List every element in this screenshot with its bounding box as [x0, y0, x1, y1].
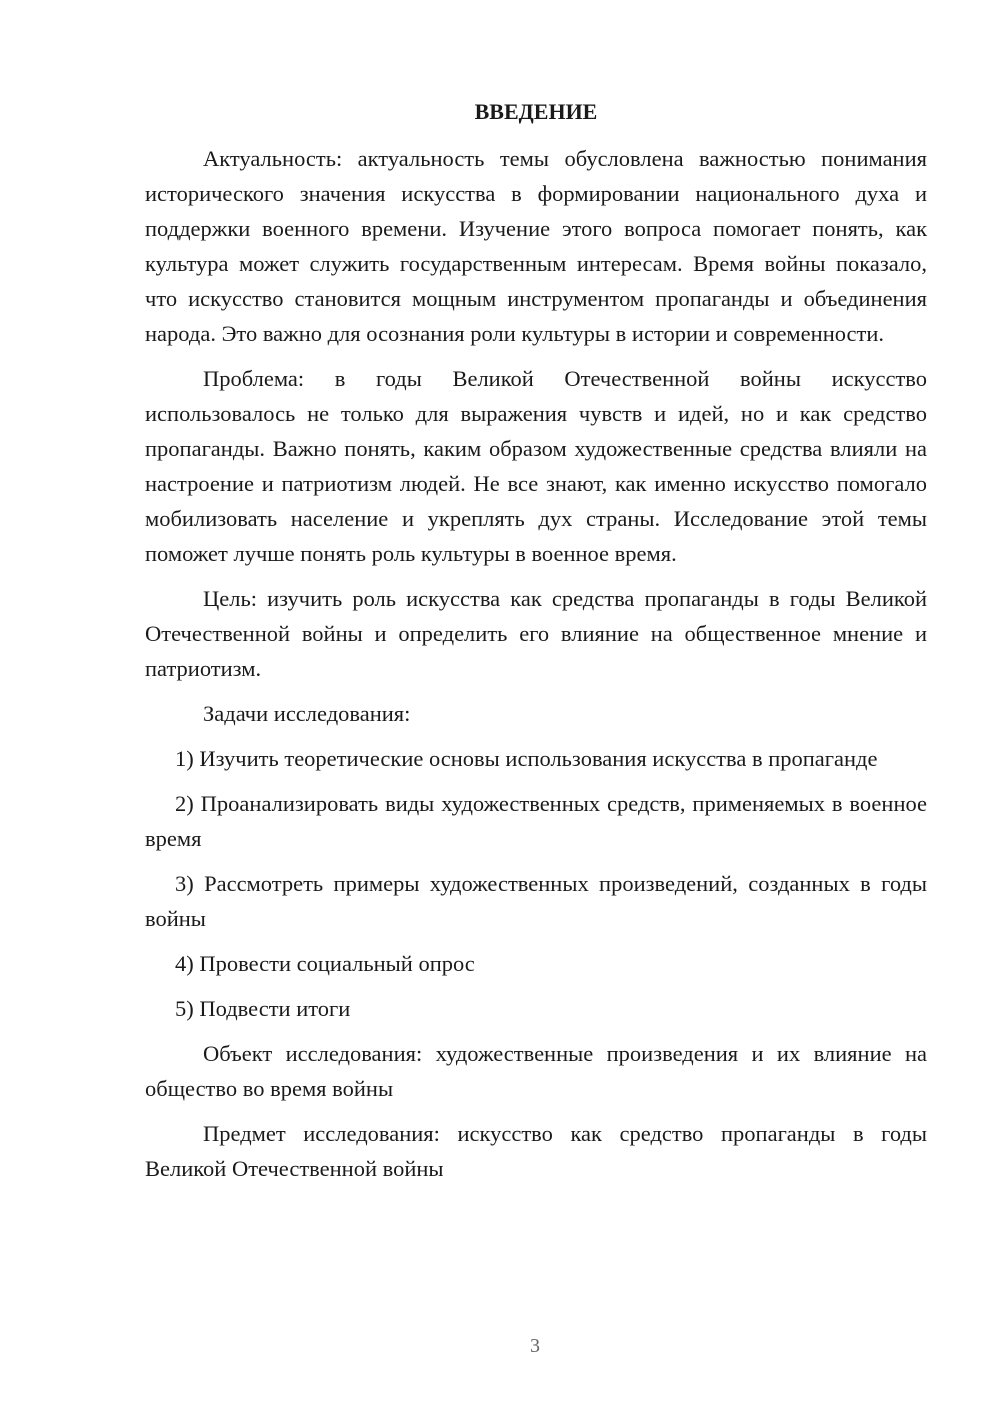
page-content — [145, 94, 927, 1196]
task-item-3: 3) Рассмотреть примеры художественных произведений, созданных в годы войны — [145, 871, 927, 931]
paragraph-subject: Предмет исследования: искусство как средство пропаганды в годы Великой Отечественной войны — [145, 1121, 927, 1181]
paragraph-problem: Проблема: в годы Великой Отечественной войны искусство использовалось не только для выражения чувств и идей, но и как средство пропаганды. Важно понять, каким образом художественные средства влияли на настроение и патриотизм людей. Не все знают, как именно искусство помогало мобилизовать население и укреплять дух страны. Исследование этой темы поможет лучше понять роль культуры в военное время. — [145, 366, 927, 566]
page-title: ВВЕДЕНИЕ — [474, 99, 598, 124]
page-number: 3 — [530, 1335, 540, 1357]
task-item-4: 4) Провести социальный опрос — [175, 951, 475, 976]
paragraph-goal: Цель: изучить роль искусства как средства пропаганды в годы Великой Отечественной войны и определить его влияние на общественное мнение и патриотизм. — [145, 586, 927, 681]
tasks-heading: Задачи исследования: — [203, 701, 411, 726]
paragraph-object: Объект исследования: художественные произведения и их влияние на общество во время войны — [145, 1041, 927, 1101]
task-item-5: 5) Подвести итоги — [175, 996, 351, 1021]
task-item-1: 1) Изучить теоретические основы использования искусства в пропаганде — [175, 746, 878, 771]
task-item-2: 2) Проанализировать виды художественных средств, применяемых в военное время — [145, 791, 927, 851]
paragraph-relevance: Актуальность: актуальность темы обусловлена важностью понимания исторического значения искусства в формировании национального духа и поддержки военного времени. Изучение этого вопроса помогает понять, как культура может служить государственным интересам. Время войны показало, что искусство становится мощным инструментом пропаганды и объединения народа. Это важно для осознания роли культуры в истории и современности. — [145, 146, 927, 346]
